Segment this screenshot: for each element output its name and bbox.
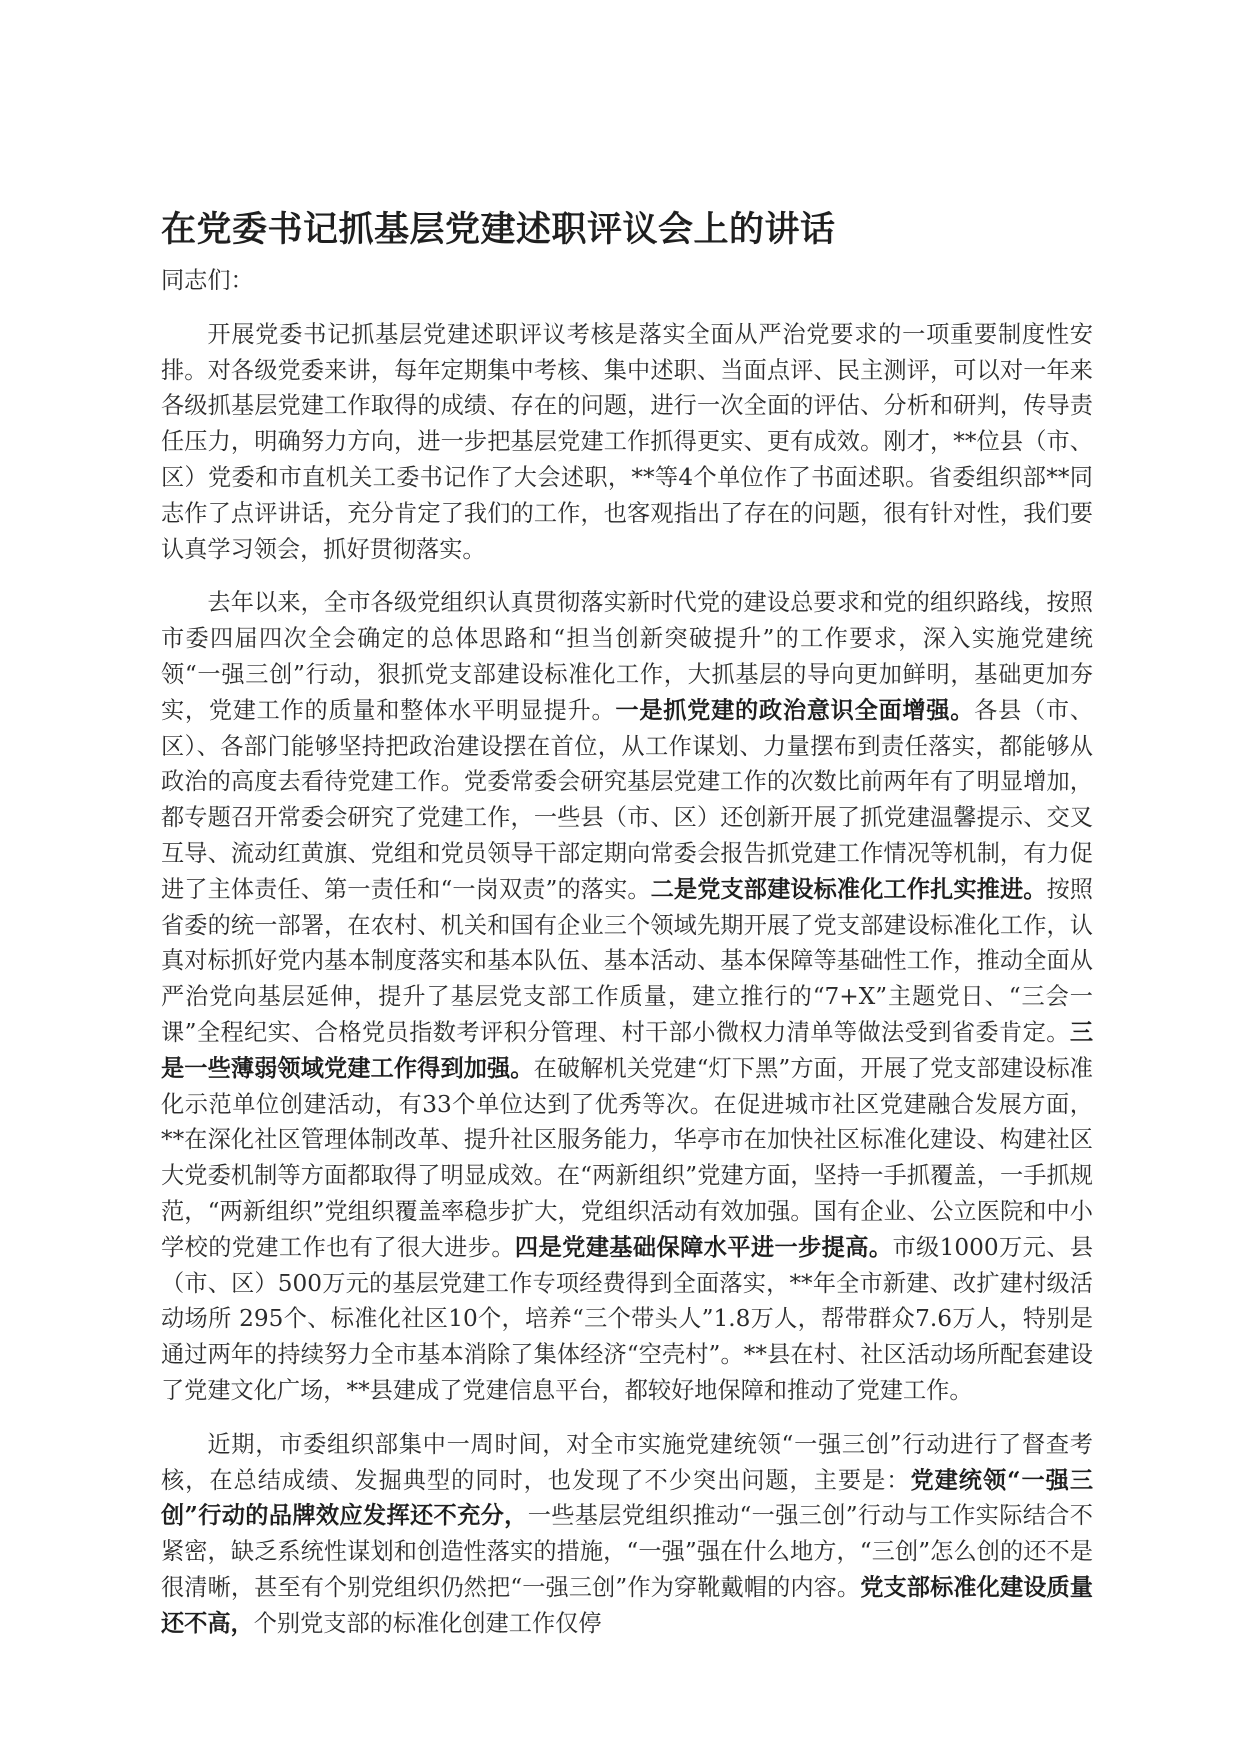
point-heading-3: 三是一些薄弱领域党建工作得到加强。 — [161, 1018, 1093, 1082]
problem-heading-1: 党建统领“一强三创”行动的品牌效应发挥还不充分， — [161, 1466, 1094, 1530]
paragraph-2 — [161, 585, 1093, 1408]
paragraph-text: 一些基层党组织推动“一强三创”行动与工作实际结合不紧密，缺乏系统性谋划和创造性落实的措施，“一强”强在什么地方，“三创”怎么创的还不是很清晰，甚至有个别党组织仍然把“一强三创”作为穿靴戴帽的内容。 — [161, 1502, 1093, 1601]
page-title: 在党委书记抓基层党建述职评议会上的讲话 — [161, 210, 836, 250]
paragraph-1 — [161, 317, 1093, 568]
document-page — [161, 205, 1093, 1659]
paragraph-text: 近期，市委组织部集中一周时间，对全市实施党建统领“一强三创”行动进行了督查考核，在总结成绩、发掘典型的同时，也发现了不少突出问题，主要是： — [161, 1430, 1093, 1494]
point-heading-2: 二是党支部建设标准化工作扎实推进。 — [650, 875, 1047, 903]
paragraph-text: 各县（市、区）、各部门能够坚持把政治建设摆在首位，从工作谋划、力量摆布到责任落实，都能够从政治的高度去看待党建工作。党委常委会研究基层党建工作的次数比前两年有了明显增加，都专题召开常委会研究了党建工作，一些县（市、区）还创新开展了抓党建温馨提示、交叉互导、流动红黄旗、党组和党员领导干部定期向常委会报告抓党建工作情况等机制，有力促进了主体责任、第一责任和“一岗双责”的落实。 — [161, 696, 1094, 903]
point-heading-4: 四是党建基础保障水平进一步提高。 — [514, 1233, 893, 1261]
problem-heading-2: 党支部标准化建设质量还不高， — [161, 1573, 1093, 1637]
paragraph-text: 开展党委书记抓基层党建述职评议考核是落实全面从严治党要求的一项重要制度性安排。对各级党委来讲，每年定期集中考核、集中述职、当面点评、民主测评，可以对一年来各级抓基层党建工作取得的成绩、存在的问题，进行一次全面的评估、分析和研判，传导责任压力，明确努力方向，进一步把基层党建工作抓得更实、更有成效。刚才，**位县（市、区）党委和市直机关工委书记作了大会述职，**等4个单位作了书面述职。省委组织部**同志作了点评讲话，充分肯定了我们的工作，也客观指出了存在的问题，很有针对性，我们要认真学习领会，抓好贯彻落实。 — [161, 320, 1093, 563]
paragraph-text: 个别党支部的标准化创建工作仅停 — [253, 1609, 602, 1637]
paragraph-text: 在破解机关党建“灯下黑”方面，开展了党支部建设标准化示范单位创建活动，有33个单位达到了优秀等次。在促进城市社区党建融合发展方面，**在深化社区管理体制改革、提升社区服务能力，华亭市在加快社区标准化建设、构建社区大党委机制等方面都取得了明显成效。在“两新组织”党建方面，坚持一手抓覆盖，一手抓规范，“两新组织”党组织覆盖率稳步扩大，党组织活动有效加强。国有企业、公立医院和中小学校的党建工作也有了很大进步。 — [161, 1054, 1093, 1261]
paragraph-text: 去年以来，全市各级党组织认真贯彻落实新时代党的建设总要求和党的组织路线，按照市委四届四次全会确定的总体思路和“担当创新突破提升”的工作要求，深入实施党建统领“一强三创”行动，狠抓党支部建设标准化工作，大抓基层的导向更加鲜明，基础更加夯实，党建工作的质量和整体水平明显提升。 — [161, 589, 1093, 724]
paragraph-text: 按照省委的统一部署，在农村、机关和国有企业三个领域先期开展了党支部建设标准化工作，认真对标抓好党内基本制度落实和基本队伍、基本活动、基本保障等基础性工作，推动全面从严治党向基层延伸，提升了基层党支部工作质量，建立推行的“7+X”主题党日、“三会一课”全程纪实、合格党员指数考评积分管理、村干部小微权力清单等做法受到省委肯定。 — [161, 875, 1093, 1046]
paragraph-text: 市级1000万元、县（市、区）500万元的基层党建工作专项经费得到全面落实，**年全市新建、改扩建村级活动场所 295个、标准化社区10个，培养“三个带头人”1.8万人，帮带群众7.6万人，特别是通过两年的持续努力全市基本消除了集体经济“空壳村”。**县在村、社区活动场所配套建设了党建文化广场，**县建成了党建信息平台，都较好地保障和推动了党建工作。 — [161, 1233, 1094, 1404]
document-body — [161, 263, 1093, 1641]
point-heading-1: 一是抓党建的政治意识全面增强。 — [615, 696, 975, 724]
paragraph-3 — [161, 1427, 1093, 1642]
greeting: 同志们： — [161, 267, 254, 294]
